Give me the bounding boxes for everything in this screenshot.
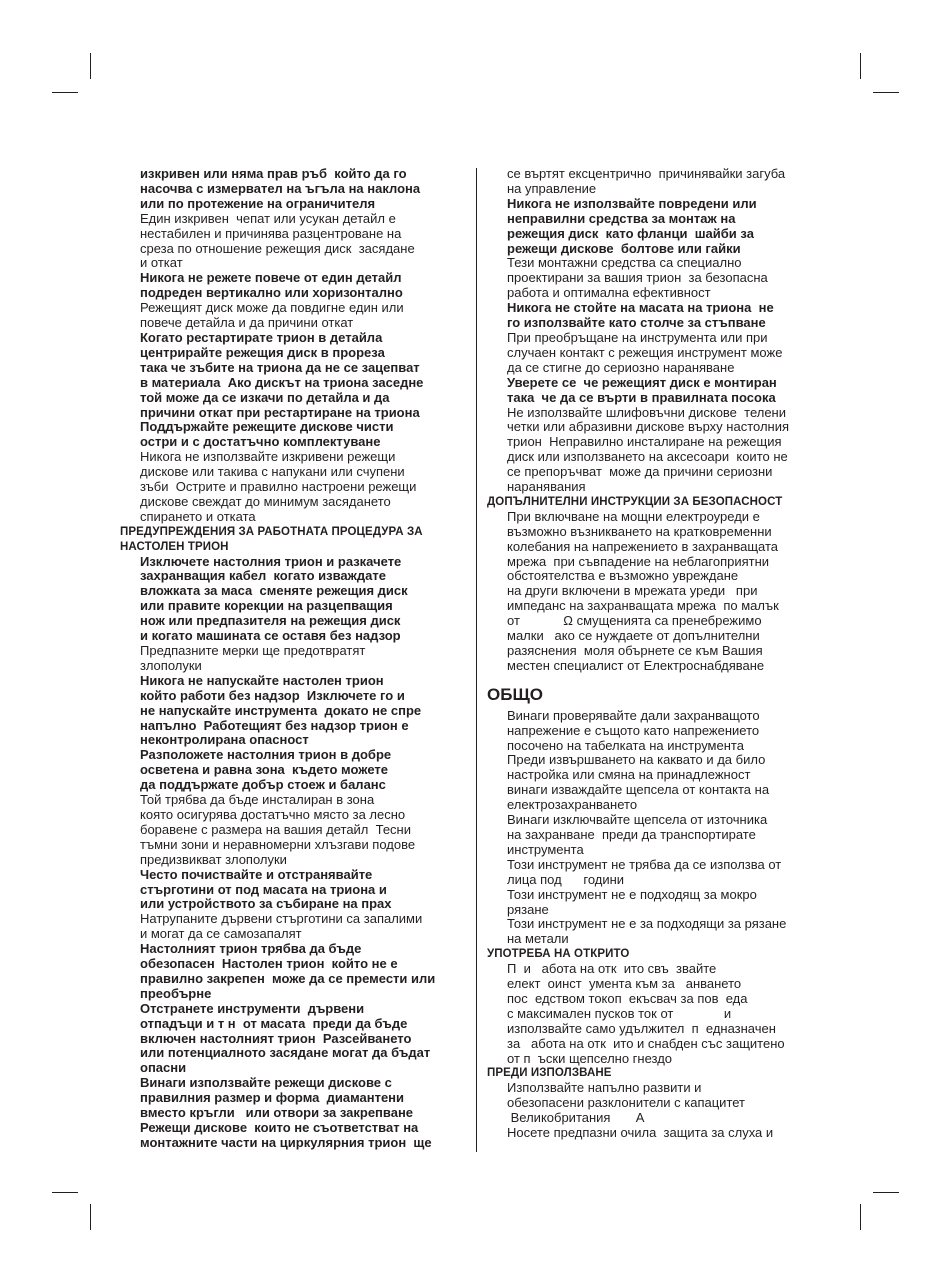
body-paragraph: При преобръщане на инструмента или при случаен контакт с режещия инструмент може да се стигне до сериозно нараняване	[507, 329, 783, 375]
warning-bold-paragraph: Никога не режете повече от един детайл подреден вертикално или хоризонтално	[140, 270, 403, 301]
body-paragraph: Тези монтажни средства са специално проектирани за вашия трион за безопасна работа и оптимална ефективност	[507, 255, 768, 301]
crop-mark-top-left-h	[52, 92, 78, 93]
warning-bold-paragraph: Когато рестартирате трион в детайла центрирайте режещия диск в прореза така че зъбите на триона да не се зацепват в материала Ако дискът на триона заседне той може да се изкачи по детайла и да причини откат при рестартиране на триона	[140, 329, 424, 420]
column-divider	[476, 168, 477, 1152]
left-column	[120, 167, 470, 1151]
crop-mark-bottom-right-h	[873, 1192, 899, 1193]
crop-mark-top-right-v	[860, 53, 861, 79]
body-paragraph: Един изкривен чепат или усукан детайл е нестабилен и причинява разцентроване на среза по отношение режещия диск засядане и откат	[140, 210, 415, 271]
body-paragraph: П и абота на отк ито свъ звайте елект оинст умента към за анването пос едством токоп екъсвач за пов еда с максимален пусков ток от и използвайте само удължител п едназначен за абота на отк ито и снабден със защитено от п ъски щепселно гнездо	[507, 961, 785, 1066]
body-paragraph: Никога не използвайте изкривени режещи дискове или такива с напукани или счупени зъби Острите и правилно настроени режещи дискове свеждат до минимум засядането спирането и отката	[140, 449, 417, 524]
warning-bold-paragraph: Поддържайте режещите дискове чисти остри и с достатъчно комплектуване	[140, 419, 394, 450]
body-paragraph: При включване на мощни електроуреди е възможно възникването на кратковременни колебания на напрежението в захранващата мрежа при съвпадение на неблагоприятни обстоятелства е възможно увреждане на други включени в мрежата уреди при импеданс на захранващата мрежа по малък от Ω смущенията са пренебрежимо малки ако се нуждаете от допълнителни разяснения моля обърнете се към Вашия местен специалист от Електроснабдяване	[507, 508, 779, 673]
crop-mark-bottom-right-v	[860, 1204, 861, 1230]
warning-bold-paragraph: Винаги използвайте режещи дискове с правилния размер и форма диамантени вместо кръгли или отвори за закрепване Режещи дискове които не съответстват на монтажните части на циркулярния трион ще	[140, 1075, 432, 1150]
crop-mark-top-left-v	[90, 53, 91, 79]
warning-bold-paragraph: Разположете настолния трион в добре осветена и равна зона където можете да поддържате добър стоеж и баланс	[140, 747, 392, 793]
section-title: ОБЩО	[487, 684, 543, 704]
warning-bold-paragraph: Изключете настолния трион и разкачете захранващия кабел когато изваждате вложката за маса сменяте режещия диск или правите корекции на разцепващия нож или предпазителя на режещия диск и когато машината се оставя без надзор	[140, 553, 408, 644]
warning-bold-paragraph: Никога не използвайте повредени или неправилни средства за монтаж на режещия диск като фланци шайби за режещи дискове болтове или гайки	[507, 195, 757, 256]
body-paragraph: Не използвайте шлифовъчни дискове телени четки или абразивни дискове върху настолния трион Неправилно инсталиране на режещия диск или използването на аксесоари които не се препоръчват може да причини сериозни наранявания	[507, 404, 790, 495]
warning-bold-paragraph: изкривен или няма прав ръб който да го насочва с измервател на ъгъла на наклона или по протежение на ограничителя	[140, 166, 421, 211]
warning-bold-paragraph: Настолният трион трябва да бъде обезопасен Настолен трион който не е правилно закрепен може да се премести или преобърне	[140, 941, 436, 1001]
body-paragraph: Натрупаните дървени стърготини са запалими и могат да се самозапалят	[140, 911, 423, 942]
section-heading: УПОТРЕБА НА ОТКРИТО	[487, 948, 630, 961]
crop-mark-bottom-left-h	[52, 1192, 78, 1193]
crop-mark-bottom-left-v	[90, 1204, 91, 1230]
warning-bold-paragraph: Никога не напускайте настолен трион който работи без надзор Изключете го и не напускайте инструмента докато не спре напълно Работещият без надзор трион е неконтролирана опасност	[140, 672, 422, 748]
warning-bold-paragraph: Отстранете инструменти дървени отпадъци и т н от масата преди да бъде включен настолният трион Разсейването или потенциалното засядане могат да бъдат опасни	[140, 1000, 431, 1076]
body-paragraph: Винаги проверявайте дали захранващото напрежение е същото като напрежението посочено на табелката на инструмента Преди извършването на каквато и да било настройка или смяна на принадлежност винаги изваждайте щепсела от контакта на електрозахранването Винаги изключвайте щепсела от източника на захранване преди да транспортирате инструмента Този инструмент не трябва да се използва от лица под години Този инструмент не е подходящ за мокро рязане Този инструмент не е за подходящи за рязане на метали	[507, 707, 787, 947]
body-paragraph: Той трябва да бъде инсталиран в зона която осигурява достатъчно място за лесно боравене с размера на вашия детайл Тесни тъмни зони и неравномерни хлъзгави подове предизвикват злополуки	[140, 792, 416, 867]
warning-bold-paragraph: Често почиствайте и отстранявайте стърготини от под масата на триона и или устройството за събиране на прах	[140, 866, 392, 912]
right-column	[487, 167, 830, 1141]
body-paragraph: се въртят ексцентрично причинявайки загуба на управление	[507, 166, 786, 196]
warning-bold-paragraph: Никога не стойте на масата на триона не го използвайте като столче за стъпване	[507, 300, 774, 331]
body-paragraph: Предпазните мерки ще предотвратят злополуки	[140, 643, 366, 673]
section-heading: ДОПЪЛНИТЕЛНИ ИНСТРУКЦИИ ЗА БЕЗОПАСНОСТ	[487, 495, 783, 508]
warning-bold-paragraph: Уверете се че режещият диск е монтиран така че да се върти в правилната посока	[507, 374, 777, 405]
body-paragraph: Използвайте напълно развити и обезопасени разклонители с капацитет Великобритания А Носете предпазни очила защита за слуха и	[507, 1080, 774, 1141]
body-paragraph: Режещият диск може да повдигне един или повече детайла и да причини откат	[140, 300, 404, 331]
section-heading: ПРЕДУПРЕЖДЕНИЯ ЗА РАБОТНАТА ПРОЦЕДУРА ЗА НАСТОЛЕН ТРИОН	[120, 525, 423, 553]
crop-mark-top-right-h	[873, 92, 899, 93]
section-heading: ПРЕДИ ИЗПОЛЗВАНЕ	[487, 1067, 612, 1080]
